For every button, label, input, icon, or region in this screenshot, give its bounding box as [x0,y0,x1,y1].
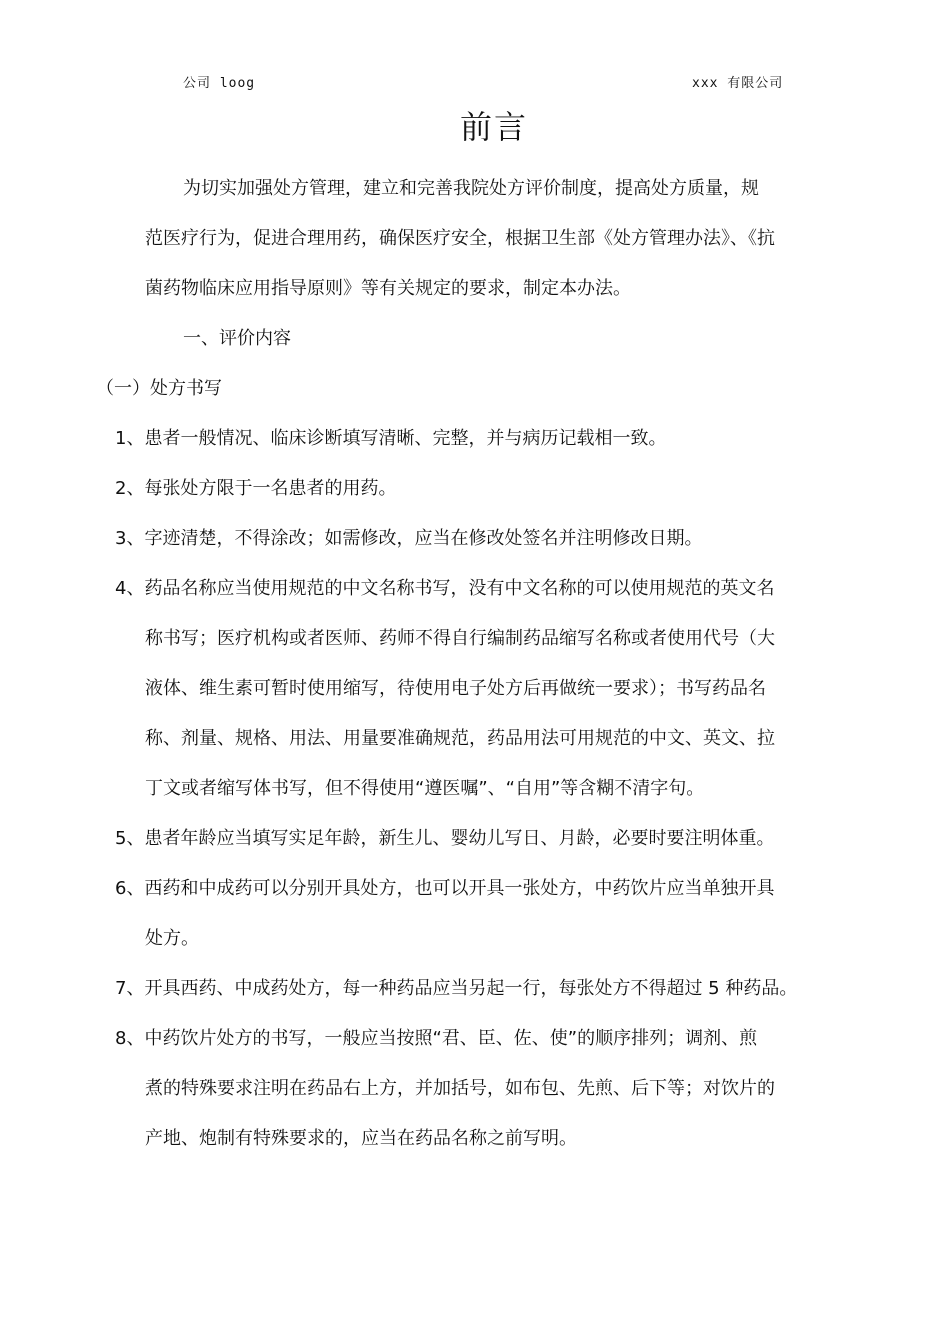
header-company-name: xxx 有限公司 [692,76,784,91]
list-item: 5、患者年龄应当填写实足年龄，新生儿、婴幼儿写日、月龄，必要时要注明体重。 [115,828,775,849]
list-item-continuation: 称书写；医疗机构或者医师、药师不得自行编制药品缩写名称或者使用代号（大 [145,628,775,649]
page-title: 前言 [459,108,528,146]
list-item-continuation: 处方。 [145,928,199,949]
list-item-continuation: 称、剂量、规格、用法、用量要准确规范，药品用法可用规范的中文、英文、拉 [145,728,775,749]
paragraph-line: 菌药物临床应用指导原则》等有关规定的要求，制定本办法。 [145,278,631,299]
header-company-logo-text: 公司 loog [183,76,256,91]
list-item: 2、每张处方限于一名患者的用药。 [115,478,397,499]
list-item: 8、中药饮片处方的书写，一般应当按照“君、臣、佐、使”的顺序排列；调剂、煎 [115,1028,758,1049]
list-item: 4、药品名称应当使用规范的中文名称书写，没有中文名称的可以使用规范的英文名 [115,578,775,599]
list-item-continuation: 液体、维生素可暂时使用缩写，待使用电子处方后再做统一要求）；书写药品名 [145,678,766,699]
list-item: 6、西药和中成药可以分别开具处方，也可以开具一张处方，中药饮片应当单独开具 [115,878,775,899]
paragraph-line: 为切实加强处方管理，建立和完善我院处方评价制度，提高处方质量，规 [183,178,759,199]
list-item-continuation: 丁文或者缩写体书写，但不得使用“遵医嘱”、“自用”等含糊不清字句。 [145,778,705,799]
subsection-heading: （一）处方书写 [96,378,222,399]
section-heading: 一、评价内容 [183,328,291,349]
paragraph-line: 范医疗行为，促进合理用药，确保医疗安全，根据卫生部《处方管理办法》、《抗 [145,228,775,249]
list-item-continuation: 煮的特殊要求注明在药品右上方，并加括号，如布包、先煎、后下等；对饮片的 [145,1078,775,1099]
list-item: 3、字迹清楚，不得涂改；如需修改，应当在修改处签名并注明修改日期。 [115,528,703,549]
list-item: 1、患者一般情况、临床诊断填写清晰、完整，并与病历记载相一致。 [115,428,667,449]
list-item: 7、开具西药、中成药处方，每一种药品应当另起一行，每张处方不得超过 5 种药品。 [115,978,798,999]
list-item-continuation: 产地、炮制有特殊要求的，应当在药品名称之前写明。 [145,1128,577,1149]
